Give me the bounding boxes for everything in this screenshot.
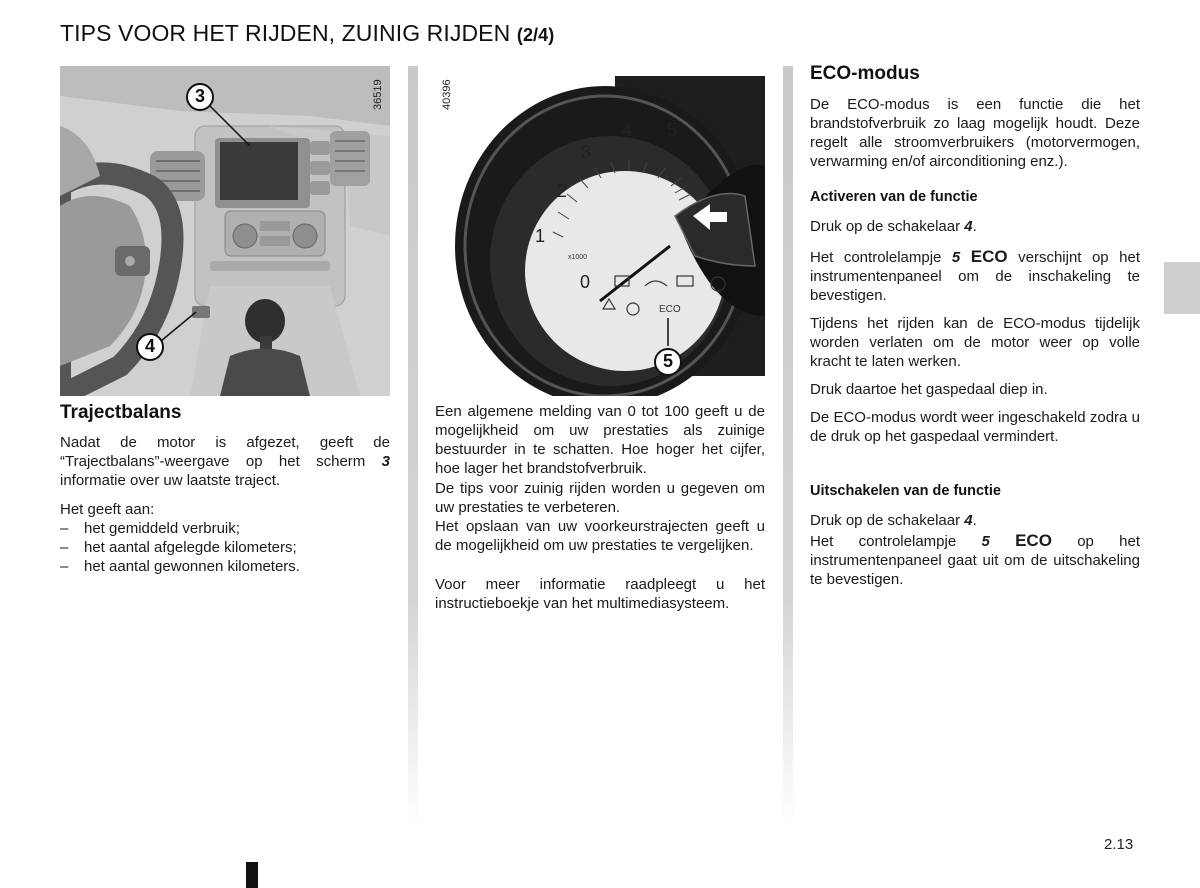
list-item: – het aantal gewonnen kilometers. — [60, 557, 390, 576]
text-run: Druk op de schakelaar — [810, 218, 965, 235]
dashboard-illustration — [60, 66, 390, 396]
ref-number: 5 — [951, 249, 961, 266]
list-item: – het aantal afgelegde kilometers; — [60, 538, 390, 557]
figure-code: 40396 — [441, 79, 453, 110]
section-thumb-tab — [1164, 262, 1200, 314]
dial-number-2: 2 — [557, 181, 568, 201]
ref-number: 3 — [381, 453, 390, 470]
figure-code: 36519 — [372, 79, 384, 110]
more-info-paragraph: Voor meer informatie raadpleegt u het instructieboekje van het multimediasysteem. — [435, 576, 765, 612]
info-list — [60, 519, 390, 576]
instrument-drawing — [435, 66, 765, 396]
tips-paragraph: De tips voor zuinig rijden worden u gegeven om uw prestaties te verbeteren. — [435, 480, 765, 516]
temporary-exit-paragraph: Tijdens het rijden kan de ECO-modus tijdelijk worden verlaten om de motor weer op volle kracht te laten werken. — [810, 315, 1140, 370]
column-divider — [783, 66, 793, 826]
ref-number: 5 — [981, 533, 990, 550]
page-number: 2.13 — [1104, 836, 1134, 853]
callout-layer — [60, 66, 390, 396]
reengage-paragraph: De ECO-modus wordt weer ingeschakeld zodra u de druk op het gaspedaal vermindert. — [810, 409, 1140, 445]
trajectbalans-paragraph — [60, 433, 390, 490]
ref-number: 4 — [964, 218, 973, 235]
section-heading-trajectbalans: Trajectbalans — [60, 402, 182, 423]
score-paragraph: Een algemene melding van 0 tot 100 geeft u de mogelijkheid om uw prestaties als zuinige bestuurder in te schatten. Hoe hoger het cijfer, hoe lager het brandstofverbruik. — [435, 403, 765, 477]
pedal-paragraph: Druk daartoe het gaspedaal diep in. — [810, 381, 1048, 398]
lamp-off-paragraph — [810, 531, 1140, 589]
dial-number-1: 1 — [535, 226, 546, 246]
subheading-activate: Activeren van de functie — [810, 189, 978, 205]
instrument-cluster-illustration — [435, 66, 765, 396]
text-run: op het instrumentenpaneel gaat uit om de uitschakeling te bevestigen. — [810, 533, 1141, 588]
dial-number-4: 4 — [622, 120, 633, 140]
dial-unit: x1000 — [568, 254, 588, 261]
activate-step — [810, 217, 1140, 236]
dial-zero: 0 — [580, 272, 591, 292]
list-intro: Het geeft aan: — [60, 501, 155, 518]
text-run: verschijnt op het instrumentenpaneel om de inschakeling te bevestigen. — [810, 249, 1141, 304]
eco-indicator-label: ECO — [659, 304, 681, 315]
text-run: Nadat de motor is afgezet, geeft de “Trajectbalans”-weergave op het scherm — [60, 434, 390, 470]
deactivate-step — [810, 511, 1140, 530]
lamp-on-paragraph — [810, 247, 1140, 305]
callout-3: 3 — [194, 86, 205, 106]
text-run: Het controlelampje — [810, 533, 982, 550]
text-run: informatie over uw laatste traject. — [60, 472, 281, 489]
dial-number-5: 5 — [667, 120, 678, 140]
page-title-main: TIPS VOOR HET RIJDEN, ZUINIG RIJDEN — [60, 20, 511, 46]
eco-symbol: ECO — [1015, 531, 1052, 550]
callout-5: 5 — [662, 351, 673, 371]
text-run: Druk op de schakelaar — [810, 512, 965, 529]
callout-4: 4 — [144, 336, 155, 356]
column-divider — [408, 66, 418, 826]
routes-paragraph: Het opslaan van uw voorkeurstrajecten geeft u de mogelijkheid om uw prestaties te vergelijken. — [435, 518, 765, 554]
eco-symbol: ECO — [970, 247, 1008, 266]
print-crop-mark — [246, 862, 258, 888]
text-run: . — [972, 218, 977, 235]
page-title-part: (2/4) — [516, 25, 555, 45]
list-item: – het gemiddeld verbruik; — [60, 519, 390, 538]
dial-number-3: 3 — [581, 142, 592, 162]
text-run: Het controlelampje — [810, 249, 952, 266]
eco-intro-paragraph: De ECO-modus is een functie die het brandstofverbruik zo laag mogelijk houdt. Deze regelt alle stroomverbruikers (motorvermogen, verwarming en/of airconditioning enz.). — [810, 96, 1140, 170]
page-title — [60, 20, 554, 47]
subheading-deactivate: Uitschakelen van de functie — [810, 483, 1001, 499]
section-heading-eco-modus: ECO-modus — [810, 63, 920, 84]
ref-number: 4 — [964, 512, 973, 529]
text-run: . — [972, 512, 977, 529]
